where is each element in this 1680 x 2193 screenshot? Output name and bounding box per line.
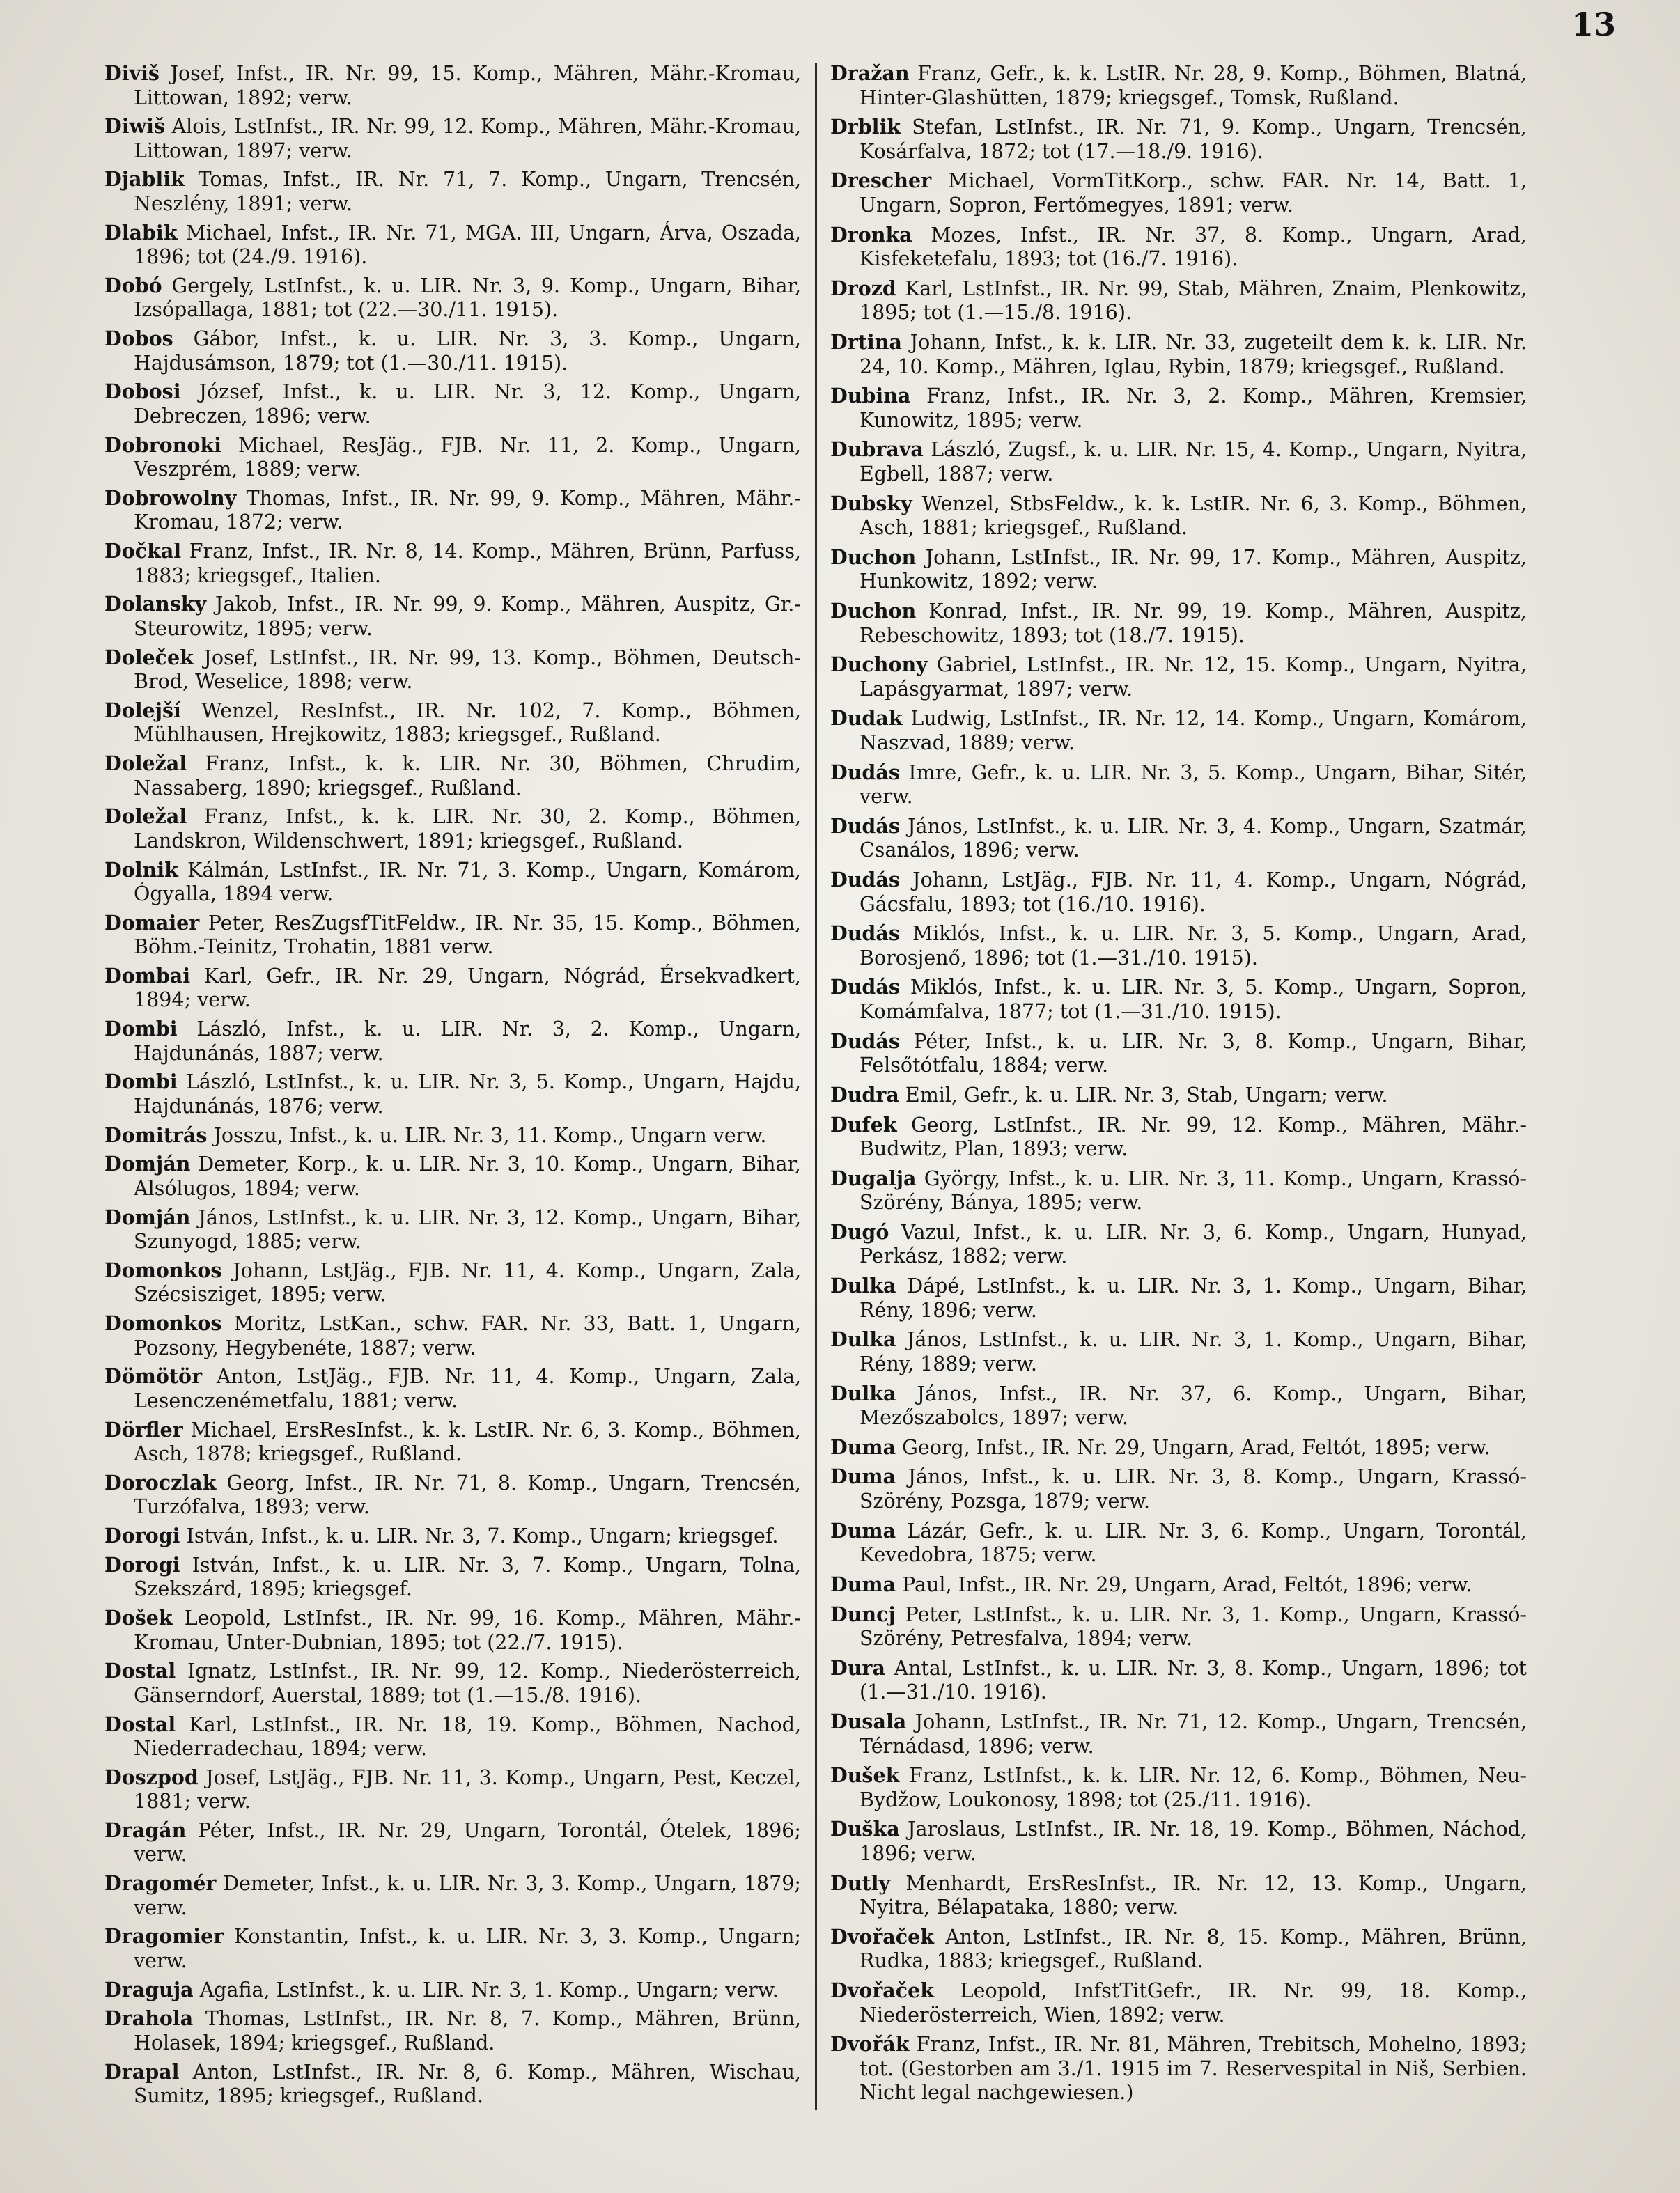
entry-details: Gabriel, LstInfst., IR. Nr. 12, 15. Komp., Ungarn, Nyitra, Lapásgyarmat, 1897; verw. bbox=[860, 653, 1527, 701]
entry-details: Thomas, Infst., IR. Nr. 99, 9. Komp., Mähren, Mähr.-Kromau, 1872; verw. bbox=[134, 486, 801, 534]
entry-details: Mozes, Infst., IR. Nr. 37, 8. Komp., Ungarn, Arad, Kisfeketefalu, 1893; tot (16./7. 1916). bbox=[860, 223, 1527, 271]
casualty-entry bbox=[830, 115, 1527, 164]
casualty-entry bbox=[830, 760, 1527, 809]
casualty-entry bbox=[830, 814, 1527, 863]
entry-details: Georg, Infst., IR. Nr. 29, Ungarn, Arad, Feltót, 1895; verw. bbox=[902, 1435, 1491, 1459]
entry-surname: Duchon bbox=[830, 599, 917, 623]
casualty-entry bbox=[830, 1083, 1527, 1108]
entry-surname: Dudás bbox=[830, 1029, 900, 1053]
casualty-entry bbox=[104, 1524, 801, 1549]
entry-details: Péter, Infst., IR. Nr. 29, Ungarn, Torontál, Ótelek, 1896; verw. bbox=[134, 1818, 801, 1866]
entry-details: Antal, LstInfst., k. u. LIR. Nr. 3, 8. Komp., Ungarn, 1896; tot (1.—31./10. 1916). bbox=[860, 1656, 1527, 1704]
entry-details: János, LstInfst., k. u. LIR. Nr. 3, 1. Komp., Ungarn, Bihar, Rény, 1889; verw. bbox=[860, 1328, 1527, 1375]
entry-surname: Dombai bbox=[104, 963, 191, 988]
entry-details: Anton, LstJäg., FJB. Nr. 11, 4. Komp., Ungarn, Zala, Lesenczenémetfalu, 1881; verw. bbox=[134, 1365, 802, 1412]
entry-surname: Drtina bbox=[830, 330, 902, 354]
entry-details: Josszu, Infst., k. u. LIR. Nr. 3, 11. Komp., Ungarn verw. bbox=[213, 1123, 767, 1147]
casualty-entry bbox=[830, 975, 1527, 1024]
casualty-entry bbox=[830, 1710, 1527, 1758]
entry-details: Wenzel, ResInfst., IR. Nr. 102, 7. Komp., Böhmen, Mühlhausen, Hrejkowitz, 1883; kriegsgef., Rußland. bbox=[134, 699, 801, 747]
entry-details: Miklós, Infst., k. u. LIR. Nr. 3, 5. Komp., Ungarn, Sopron, Komámfalva, 1877; tot (1.—31./10. 1915). bbox=[860, 976, 1527, 1023]
entry-surname: Doležal bbox=[104, 751, 187, 776]
casualty-entry bbox=[830, 1602, 1527, 1651]
casualty-entry bbox=[104, 1871, 801, 1920]
entry-details: Péter, Infst., k. u. LIR. Nr. 3, 8. Komp., Ungarn, Bihar, Felsőtótfalu, 1884; verw. bbox=[860, 1029, 1527, 1077]
entry-details: Franz, Infst., IR. Nr. 3, 2. Komp., Mähren, Kremsier, Kunowitz, 1895; verw. bbox=[860, 384, 1527, 432]
entry-details: Franz, Infst., k. k. LIR. Nr. 30, 2. Komp., Böhmen, Landskron, Wildenschwert, 1891; kriegsgef., Rußland. bbox=[134, 805, 801, 852]
entry-details: Vazul, Infst., k. u. LIR. Nr. 3, 6. Komp., Ungarn, Hunyad, Perkász, 1882; verw. bbox=[860, 1220, 1527, 1268]
entry-surname: Dobó bbox=[104, 273, 162, 297]
entry-details: Georg, Infst., IR. Nr. 71, 8. Komp., Ungarn, Trencsén, Turzófalva, 1893; verw. bbox=[134, 1471, 801, 1519]
entry-details: Jakob, Infst., IR. Nr. 99, 9. Komp., Mähren, Auspitz, Gr.-Steurowitz, 1895; verw. bbox=[134, 593, 801, 640]
casualty-entry bbox=[104, 1765, 801, 1814]
entry-details: Moritz, LstKan., schw. FAR. Nr. 33, Batt. 1, Ungarn, Pozsony, Hegybenéte, 1887; verw. bbox=[134, 1312, 801, 1359]
entry-details: Demeter, Korp., k. u. LIR. Nr. 3, 10. Komp., Ungarn, Bihar, Alsólugos, 1894; verw. bbox=[134, 1153, 801, 1200]
entry-surname: Duma bbox=[830, 1465, 896, 1489]
entry-details: Menhardt, ErsResInfst., IR. Nr. 12, 13. Komp., Ungarn, Nyitra, Bélapataka, 1880; verw. bbox=[860, 1871, 1527, 1919]
casualty-entry bbox=[830, 1519, 1527, 1568]
entry-surname: Dudás bbox=[830, 760, 900, 784]
entry-surname: Draguja bbox=[104, 1977, 194, 2001]
casualty-entry bbox=[830, 223, 1527, 272]
entry-surname: Domitrás bbox=[104, 1123, 208, 1147]
entry-details: Paul, Infst., IR. Nr. 29, Ungarn, Arad, Feltót, 1896; verw. bbox=[902, 1572, 1472, 1596]
entry-surname: Dura bbox=[830, 1655, 885, 1680]
entry-surname: Dvořaček bbox=[830, 1924, 934, 1949]
entry-details: Josef, LstJäg., FJB. Nr. 11, 3. Komp., Ungarn, Pest, Keczel, 1881; verw. bbox=[134, 1765, 801, 1813]
entry-surname: Dolansky bbox=[104, 592, 207, 616]
entry-surname: Duchony bbox=[830, 653, 928, 677]
casualty-entry bbox=[104, 964, 801, 1013]
casualty-entry bbox=[104, 1311, 801, 1360]
entry-details: János, Infst., k. u. LIR. Nr. 3, 8. Komp., Ungarn, Krassó-Szörény, Pozsga, 1879; verw. bbox=[860, 1465, 1527, 1513]
casualty-entry bbox=[104, 539, 801, 588]
casualty-entry bbox=[104, 2060, 801, 2109]
casualty-entry bbox=[830, 1166, 1527, 1215]
casualty-entry bbox=[830, 545, 1527, 594]
entry-surname: Domonkos bbox=[104, 1311, 222, 1336]
casualty-entry bbox=[104, 114, 801, 163]
entry-surname: Domján bbox=[104, 1152, 191, 1176]
casualty-entry bbox=[830, 1382, 1527, 1430]
casualty-entry bbox=[104, 61, 801, 110]
casualty-entry bbox=[830, 653, 1527, 701]
entry-surname: Drahola bbox=[104, 2006, 194, 2031]
entry-surname: Dubrava bbox=[830, 437, 924, 462]
casualty-entry bbox=[830, 706, 1527, 755]
casualty-entry bbox=[830, 1763, 1527, 1812]
entry-details: Thomas, LstInfst., IR. Nr. 8, 7. Komp., Mähren, Brünn, Holasek, 1894; kriegsgef., Rußland. bbox=[134, 2007, 801, 2054]
entry-surname: Dragán bbox=[104, 1818, 187, 1842]
casualty-entry bbox=[104, 699, 801, 747]
entry-details: Demeter, Infst., k. u. LIR. Nr. 3, 3. Komp., Ungarn, 1879; verw. bbox=[134, 1872, 801, 1919]
casualty-entry bbox=[104, 380, 801, 428]
entry-details: Konrad, Infst., IR. Nr. 99, 19. Komp., Mähren, Auspitz, Rebeschowitz, 1893; tot (18./7. 1915). bbox=[860, 600, 1527, 647]
entry-surname: Dudra bbox=[830, 1082, 899, 1107]
entry-details: Dápé, LstInfst., k. u. LIR. Nr. 3, 1. Komp., Ungarn, Bihar, Rény, 1896; verw. bbox=[860, 1274, 1527, 1322]
entry-details: Karl, LstInfst., IR. Nr. 18, 19. Komp., Böhmen, Nachod, Niederradechau, 1894; verw. bbox=[134, 1712, 801, 1760]
casualty-entry bbox=[104, 1152, 801, 1201]
entry-surname: Dobronoki bbox=[104, 432, 221, 457]
casualty-entry bbox=[104, 1606, 801, 1655]
entry-surname: Domaier bbox=[104, 910, 200, 935]
casualty-entry bbox=[830, 2032, 1527, 2105]
casualty-entry bbox=[830, 1572, 1527, 1598]
entry-details: Kálmán, LstInfst., IR. Nr. 71, 3. Komp., Ungarn, Komárom, Ógyalla, 1894 verw. bbox=[134, 858, 801, 906]
casualty-entry bbox=[104, 327, 801, 375]
entry-details: József, Infst., k. u. LIR. Nr. 3, 12. Komp., Ungarn, Debreczen, 1896; verw. bbox=[134, 380, 801, 428]
left-column bbox=[104, 61, 801, 2109]
entry-surname: Dostal bbox=[104, 1659, 176, 1683]
right-column bbox=[830, 61, 1527, 2105]
entry-surname: Dolnik bbox=[104, 857, 178, 882]
casualty-entry bbox=[830, 1656, 1527, 1705]
casualty-entry bbox=[104, 1659, 801, 1708]
page-number: 13 bbox=[1571, 6, 1616, 43]
entry-details: Leopold, LstInfst., IR. Nr. 99, 16. Komp., Mähren, Mähr.-Kromau, Unter-Dubnian, 1895; tot (22./7. 1915). bbox=[134, 1607, 801, 1654]
entry-details: Miklós, Infst., k. u. LIR. Nr. 3, 5. Komp., Ungarn, Arad, Borosjenő, 1896; tot (1.—31./10. 1915). bbox=[860, 922, 1527, 969]
casualty-entry bbox=[830, 61, 1527, 110]
entry-surname: Dražan bbox=[830, 61, 910, 85]
entry-details: Michael, ResJäg., FJB. Nr. 11, 2. Komp., Ungarn, Veszprém, 1889; verw. bbox=[134, 433, 801, 481]
casualty-entry bbox=[104, 1818, 801, 1867]
entry-surname: Dudás bbox=[830, 975, 900, 999]
entry-details: László, Infst., k. u. LIR. Nr. 3, 2. Komp., Ungarn, Hajdunánás, 1887; verw. bbox=[134, 1017, 802, 1065]
entry-details: Johann, LstJäg., FJB. Nr. 11, 4. Komp., Ungarn, Nógrád, Gácsfalu, 1893; tot (16./10. 1916). bbox=[860, 868, 1527, 916]
entry-surname: Dobos bbox=[104, 327, 173, 351]
entry-surname: Duncj bbox=[830, 1602, 896, 1626]
entry-details: István, Infst., k. u. LIR. Nr. 3, 7. Komp., Ungarn; kriegsgef. bbox=[186, 1524, 779, 1548]
casualty-entry bbox=[830, 330, 1527, 379]
casualty-entry bbox=[830, 1979, 1527, 2027]
entry-surname: Dombi bbox=[104, 1017, 178, 1041]
entry-details: Ludwig, LstInfst., IR. Nr. 12, 14. Komp., Ungarn, Komárom, Naszvad, 1889; verw. bbox=[860, 707, 1527, 754]
entry-surname: Dostal bbox=[104, 1712, 176, 1736]
entry-surname: Drblik bbox=[830, 115, 901, 139]
casualty-entry bbox=[104, 592, 801, 641]
casualty-entry bbox=[830, 1465, 1527, 1513]
entry-surname: Doszpod bbox=[104, 1765, 199, 1789]
entry-surname: Drozd bbox=[830, 276, 896, 300]
entry-details: Gábor, Infst., k. u. LIR. Nr. 3, 3. Komp., Ungarn, Hajdusámson, 1879; tot (1.—30./11. 1915). bbox=[134, 327, 801, 375]
casualty-entry bbox=[830, 599, 1527, 648]
casualty-entry bbox=[104, 1471, 801, 1520]
entry-surname: Dragomier bbox=[104, 1924, 224, 1949]
entry-surname: Diviš bbox=[104, 61, 160, 85]
casualty-entry bbox=[104, 1070, 801, 1118]
casualty-entry bbox=[104, 1553, 801, 1602]
entry-surname: Dudak bbox=[830, 706, 903, 731]
entry-surname: Dugalja bbox=[830, 1166, 917, 1190]
entry-surname: Dulka bbox=[830, 1327, 896, 1352]
entry-details: Agafia, LstInfst., k. u. LIR. Nr. 3, 1. Komp., Ungarn; verw. bbox=[199, 1978, 779, 2001]
entry-details: Emil, Gefr., k. u. LIR. Nr. 3, Stab, Ungarn; verw. bbox=[905, 1083, 1388, 1107]
column-divider bbox=[815, 63, 817, 2110]
casualty-entry bbox=[104, 221, 801, 270]
entry-details: Johann, Infst., k. k. LIR. Nr. 33, zugeteilt dem k. k. LIR. Nr. 24, 10. Komp., Mähren, Iglau, Rybin, 1879; kriegsgef., Rußland. bbox=[860, 331, 1527, 378]
casualty-entry bbox=[104, 1123, 801, 1148]
entry-surname: Drapal bbox=[104, 2059, 180, 2084]
entry-details: Konstantin, Infst., k. u. LIR. Nr. 3, 3. Komp., Ungarn; verw. bbox=[134, 1925, 802, 1972]
casualty-entry bbox=[830, 1220, 1527, 1269]
casualty-entry bbox=[104, 911, 801, 960]
entry-details: Johann, LstJäg., FJB. Nr. 11, 4. Komp., Ungarn, Zala, Szécsisziget, 1895; verw. bbox=[134, 1258, 801, 1306]
entry-surname: Dudás bbox=[830, 813, 900, 838]
entry-surname: Doroczlak bbox=[104, 1470, 217, 1494]
entry-details: Franz, Infst., k. k. LIR. Nr. 30, Böhmen, Chrudim, Nassaberg, 1890; kriegsgef., Rußland. bbox=[134, 752, 801, 799]
entry-surname: Došek bbox=[104, 1606, 173, 1630]
entry-surname: Dronka bbox=[830, 222, 912, 247]
entry-surname: Dobrowolny bbox=[104, 485, 237, 510]
entry-surname: Dudás bbox=[830, 921, 900, 946]
casualty-entry bbox=[830, 1327, 1527, 1376]
entry-details: Georg, LstInfst., IR. Nr. 99, 12. Komp., Mähren, Mähr.-Budwitz, Plan, 1893; verw. bbox=[860, 1113, 1527, 1161]
casualty-entry bbox=[104, 1418, 801, 1467]
entry-surname: Dulka bbox=[830, 1274, 896, 1298]
entry-surname: Dubsky bbox=[830, 491, 912, 515]
casualty-entry bbox=[830, 868, 1527, 916]
casualty-entry bbox=[104, 646, 801, 694]
entry-details: Imre, Gefr., k. u. LIR. Nr. 3, 5. Komp., Ungarn, Bihar, Sitér, verw. bbox=[860, 760, 1527, 809]
entry-details: Gergely, LstInfst., k. u. LIR. Nr. 3, 9. Komp., Ungarn, Bihar, Izsópallaga, 1881; tot (22.—30./11. 1915). bbox=[134, 274, 802, 322]
entry-details: László, Zugsf., k. u. LIR. Nr. 15, 4. Komp., Ungarn, Nyitra, Egbell, 1887; verw. bbox=[860, 438, 1527, 485]
entry-details: Jaroslaus, LstInfst., IR. Nr. 18, 19. Komp., Böhmen, Náchod, 1896; verw. bbox=[860, 1818, 1527, 1865]
casualty-entry bbox=[104, 1205, 801, 1254]
entry-details: Stefan, LstInfst., IR. Nr. 71, 9. Komp., Ungarn, Trencsén, Kosárfalva, 1872; tot (17.—18./9. 1916). bbox=[860, 116, 1527, 163]
entry-surname: Dočkal bbox=[104, 539, 182, 563]
casualty-entry bbox=[830, 921, 1527, 970]
entry-surname: Dömötör bbox=[104, 1364, 203, 1389]
entry-details: István, Infst., k. u. LIR. Nr. 3, 7. Komp., Ungarn, Tolna, Szekszárd, 1895; kriegsgef. bbox=[134, 1553, 802, 1601]
casualty-entry bbox=[830, 1274, 1527, 1322]
entry-surname: Dugó bbox=[830, 1219, 889, 1244]
casualty-entry bbox=[830, 1435, 1527, 1460]
entry-details: Michael, Infst., IR. Nr. 71, MGA. III, Ungarn, Árva, Oszada, 1896; tot (24./9. 1916). bbox=[134, 221, 801, 269]
entry-details: Franz, Infst., IR. Nr. 8, 14. Komp., Mähren, Brünn, Parfuss, 1883; kriegsgef., Italien. bbox=[134, 540, 802, 587]
entry-details: Alois, LstInfst., IR. Nr. 99, 12. Komp., Mähren, Mähr.-Kromau, Littowan, 1897; verw. bbox=[134, 115, 801, 162]
entry-surname: Dlabik bbox=[104, 220, 178, 244]
entry-details: Peter, LstInfst., k. u. LIR. Nr. 3, 1. Komp., Ungarn, Krassó-Szörény, Petresfalva, 1894; verw. bbox=[860, 1602, 1527, 1650]
entry-surname: Domján bbox=[104, 1205, 191, 1229]
entry-surname: Diwiš bbox=[104, 114, 165, 139]
casualty-entry bbox=[104, 804, 801, 853]
entry-details: Ignatz, LstInfst., IR. Nr. 99, 12. Komp., Niederösterreich, Gänserndorf, Auerstal, 1889; tot (1.—15./8. 1916). bbox=[134, 1660, 801, 1707]
entry-details: Johann, LstInfst., IR. Nr. 71, 12. Komp., Ungarn, Trencsén, Térnádasd, 1896; verw. bbox=[860, 1710, 1527, 1758]
casualty-entry bbox=[104, 1364, 801, 1413]
casualty-entry bbox=[104, 751, 801, 800]
entry-surname: Duma bbox=[830, 1572, 896, 1596]
entry-surname: Drescher bbox=[830, 169, 932, 193]
entry-surname: Dragomér bbox=[104, 1871, 217, 1896]
casualty-entry bbox=[830, 492, 1527, 540]
entry-details: Michael, VormTitKorp., schw. FAR. Nr. 14, Batt. 1, Ungarn, Sopron, Fertőmegyes, 1891; verw. bbox=[860, 169, 1527, 217]
casualty-entry bbox=[104, 858, 801, 907]
entry-details: György, Infst., k. u. LIR. Nr. 3, 11. Komp., Ungarn, Krassó-Szörény, Bánya, 1895; verw. bbox=[860, 1166, 1527, 1215]
entry-surname: Domonkos bbox=[104, 1258, 222, 1282]
entry-surname: Dorogi bbox=[104, 1552, 180, 1577]
entry-details: Karl, LstInfst., IR. Nr. 99, Stab, Mähren, Znaim, Plenkowitz, 1895; tot (1.—15./8. 1916). bbox=[860, 276, 1527, 325]
entry-surname: Djablik bbox=[104, 167, 185, 192]
casualty-entry bbox=[104, 1258, 801, 1307]
entry-details: Leopold, InfstTitGefr., IR. Nr. 99, 18. Komp., Niederösterreich, Wien, 1892; verw. bbox=[860, 1979, 1527, 2027]
entry-surname: Duma bbox=[830, 1518, 896, 1543]
entry-details: Josef, Infst., IR. Nr. 99, 15. Komp., Mähren, Mähr.-Kromau, Littowan, 1892; verw. bbox=[134, 62, 802, 109]
entry-details: János, LstInfst., k. u. LIR. Nr. 3, 12. Komp., Ungarn, Bihar, Szunyogd, 1885; verw. bbox=[134, 1205, 802, 1254]
entry-surname: Doležal bbox=[104, 804, 187, 829]
entry-details: Anton, LstInfst., IR. Nr. 8, 6. Komp., Mähren, Wischau, Sumitz, 1895; kriegsgef., Rußland. bbox=[134, 2060, 802, 2108]
entry-details: Franz, Infst., IR. Nr. 81, Mähren, Trebitsch, Mohelno, 1893; tot. (Gestorben am 3./1. 1915 im 7. Reservespital in Niš, Serbien. Nicht legal nachgewiesen.) bbox=[860, 2033, 1527, 2105]
entry-surname: Dudás bbox=[830, 868, 900, 892]
casualty-entry bbox=[104, 1978, 801, 2003]
casualty-entry bbox=[830, 169, 1527, 217]
entry-details: Josef, LstInfst., IR. Nr. 99, 13. Komp., Böhmen, Deutsch-Brod, Weselice, 1898; verw. bbox=[134, 646, 801, 694]
casualty-entry bbox=[830, 437, 1527, 486]
entry-details: Tomas, Infst., IR. Nr. 71, 7. Komp., Ungarn, Trencsén, Neszlény, 1891; verw. bbox=[134, 168, 802, 215]
entry-surname: Dušek bbox=[830, 1763, 900, 1788]
casualty-entry bbox=[830, 1925, 1527, 1974]
entry-surname: Dobosi bbox=[104, 380, 181, 404]
entry-details: Franz, Gefr., k. k. LstIR. Nr. 28, 9. Komp., Böhmen, Blatná, Hinter-Glashütten, 1879; kriegsgef., Tomsk, Rußland. bbox=[860, 62, 1527, 109]
entry-surname: Dvořaček bbox=[830, 1979, 934, 2003]
casualty-entry bbox=[830, 1029, 1527, 1078]
casualty-entry bbox=[104, 1924, 801, 1973]
entry-surname: Doleček bbox=[104, 645, 194, 669]
entry-details: Lázár, Gefr., k. u. LIR. Nr. 3, 6. Komp., Ungarn, Torontál, Kevedobra, 1875; verw. bbox=[860, 1519, 1527, 1567]
casualty-entry bbox=[104, 274, 801, 322]
entry-details: János, LstInfst., k. u. LIR. Nr. 3, 4. Komp., Ungarn, Szatmár, Csanálos, 1896; verw. bbox=[860, 814, 1527, 862]
entry-surname: Dutly bbox=[830, 1871, 890, 1895]
entry-details: Anton, LstInfst., IR. Nr. 8, 15. Komp., Mähren, Brünn, Rudka, 1883; kriegsgef., Rußland. bbox=[860, 1925, 1527, 1973]
entry-surname: Duška bbox=[830, 1817, 900, 1841]
entry-surname: Dubina bbox=[830, 384, 911, 408]
entry-details: Michael, ErsResInfst., k. k. LstIR. Nr. 6, 3. Komp., Böhmen, Asch, 1878; kriegsgef., Rußland. bbox=[134, 1418, 801, 1466]
entry-surname: Duchon bbox=[830, 545, 917, 569]
entry-details: Johann, LstInfst., IR. Nr. 99, 17. Komp., Mähren, Auspitz, Hunkowitz, 1892; verw. bbox=[860, 545, 1527, 593]
casualty-entry bbox=[104, 433, 801, 482]
entry-surname: Duma bbox=[830, 1435, 896, 1459]
casualty-entry bbox=[104, 486, 801, 535]
entry-surname: Dulka bbox=[830, 1381, 896, 1405]
entry-details: Karl, Gefr., IR. Nr. 29, Ungarn, Nógrád, Érsekvadkert, 1894; verw. bbox=[134, 964, 801, 1012]
entry-surname: Dombi bbox=[104, 1070, 178, 1094]
entry-details: Franz, LstInfst., k. k. LIR. Nr. 12, 6. Komp., Böhmen, Neu-Bydžow, Loukonosy, 1898; tot (25./11. 1916). bbox=[860, 1764, 1527, 1811]
entry-surname: Dorogi bbox=[104, 1524, 180, 1548]
entry-surname: Dufek bbox=[830, 1112, 897, 1137]
casualty-entry bbox=[104, 167, 801, 216]
casualty-entry bbox=[830, 1113, 1527, 1162]
entry-details: Wenzel, StbsFeldw., k. k. LstIR. Nr. 6, 3. Komp., Böhmen, Asch, 1881; kriegsgef., Rußland. bbox=[860, 492, 1527, 540]
entry-surname: Dvořák bbox=[830, 2032, 910, 2057]
entry-details: László, LstInfst., k. u. LIR. Nr. 3, 5. Komp., Ungarn, Hajdu, Hajdunánás, 1876; verw. bbox=[134, 1070, 801, 1118]
casualty-entry bbox=[104, 1712, 801, 1761]
casualty-entry bbox=[830, 1871, 1527, 1920]
casualty-entry bbox=[104, 2006, 801, 2055]
casualty-entry bbox=[104, 1017, 801, 1066]
casualty-entry bbox=[830, 384, 1527, 432]
entry-surname: Dolejší bbox=[104, 698, 181, 722]
entry-surname: Dusala bbox=[830, 1710, 907, 1733]
entry-details: János, Infst., IR. Nr. 37, 6. Komp., Ungarn, Bihar, Mezőszabolcs, 1897; verw. bbox=[860, 1382, 1527, 1430]
casualty-entry bbox=[830, 1817, 1527, 1866]
casualty-entry bbox=[830, 276, 1527, 325]
entry-details: Peter, ResZugsfTitFeldw., IR. Nr. 35, 15. Komp., Böhmen, Böhm.-Teinitz, Trohatin, 1881 verw. bbox=[134, 911, 801, 959]
entry-surname: Dörfler bbox=[104, 1417, 183, 1442]
